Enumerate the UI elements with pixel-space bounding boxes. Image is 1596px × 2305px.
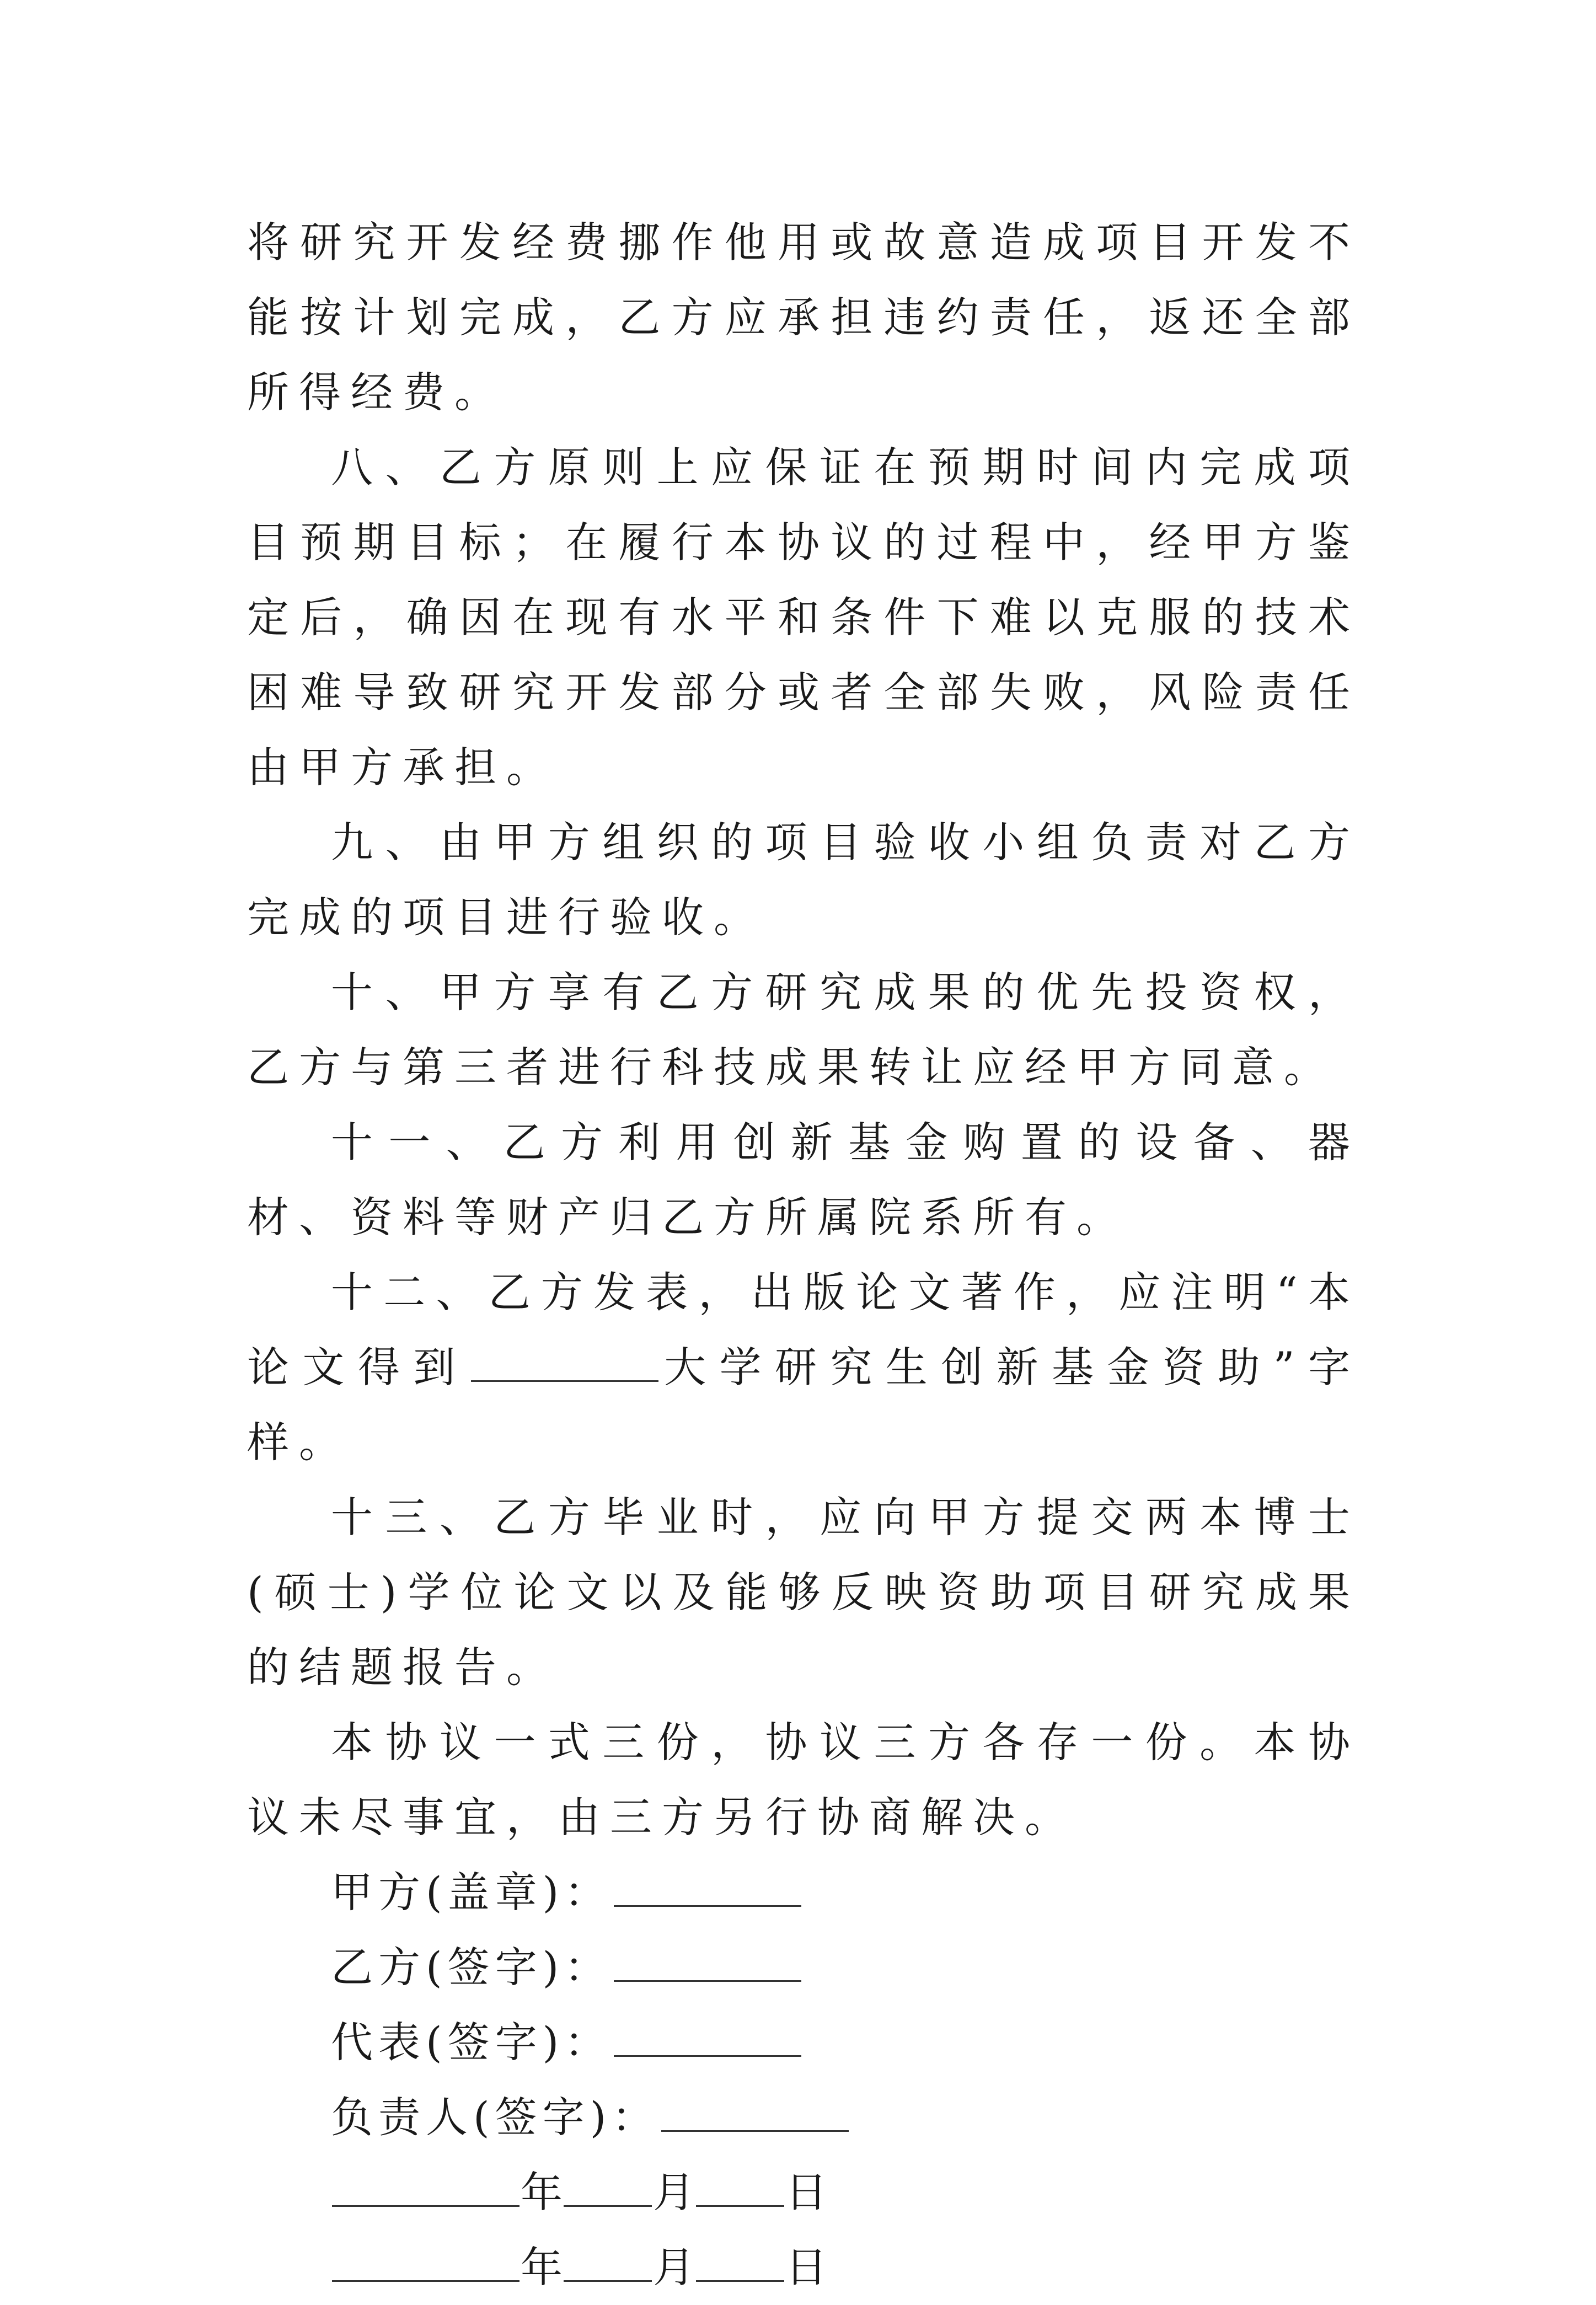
year-label: 年 xyxy=(521,2243,563,2292)
day-blank[interactable] xyxy=(696,2238,784,2282)
party-a-label: 甲方(盖章)： xyxy=(331,1868,612,1917)
year-blank[interactable] xyxy=(332,2163,519,2207)
clause-8: 八、乙方原则上应保证在预期时间内完成项目预期目标；在履行本协议的过程中，经甲方鉴定后，确因在现有水平和条件下难以克服的技术困难导致研究开发部分或者全部失败，风险责任由甲方承担。 xyxy=(247,443,1360,792)
signature-party-b xyxy=(247,1930,1360,2005)
clause-13: 十三、乙方毕业时，应向甲方提交两本博士(硕士)学位论文以及能够反映资助项目研究成果的结题报告。 xyxy=(247,1493,1360,1692)
year-label: 年 xyxy=(521,2168,563,2217)
clause-12-text-a: 十二、乙方发表，出版论文著作，应注明“本论文得到 xyxy=(247,1268,1360,1392)
closing-paragraph: 本协议一式三份，协议三方各存一份。本协议未尽事宜，由三方另行协商解决。 xyxy=(247,1718,1360,1842)
day-label: 日 xyxy=(785,2243,827,2292)
representative-signature-blank[interactable] xyxy=(614,2013,801,2057)
clause-7-continuation: 将研究开发经费挪作他用或故意造成项目开发不能按计划完成，乙方应承担违约责任，返还全部所得经费。 xyxy=(247,218,1360,417)
month-label: 月 xyxy=(653,2168,695,2217)
clause-12 xyxy=(247,1255,1360,1480)
signature-representative xyxy=(247,2005,1360,2080)
clause-10: 十、甲方享有乙方研究成果的优先投资权，乙方与第三者进行科技成果转让应经甲方同意。 xyxy=(247,968,1360,1092)
month-blank[interactable] xyxy=(564,2163,652,2207)
clause-11: 十一、乙方利用创新基金购置的设备、器材、资料等财产归乙方所属院系所有。 xyxy=(247,1118,1360,1242)
clause-9: 九、由甲方组织的项目验收小组负责对乙方完成的项目进行验收。 xyxy=(247,818,1360,942)
signature-person-in-charge xyxy=(247,2080,1360,2155)
signature-party-a xyxy=(247,1855,1360,1930)
party-a-seal-blank[interactable] xyxy=(614,1863,801,1907)
date-line-1 xyxy=(247,2155,1360,2230)
day-label: 日 xyxy=(785,2168,827,2217)
person-in-charge-signature-blank[interactable] xyxy=(661,2088,849,2132)
representative-label: 代表(签字)： xyxy=(331,2018,612,2067)
date-line-2 xyxy=(247,2230,1360,2305)
clause-12-text-b: 大学研究生创新基金资助”字样。 xyxy=(247,1343,1361,1467)
year-blank[interactable] xyxy=(332,2238,519,2282)
document-page xyxy=(247,205,1360,2305)
party-b-signature-blank[interactable] xyxy=(614,1938,801,1982)
university-name-blank[interactable] xyxy=(471,1338,658,1382)
month-label: 月 xyxy=(653,2243,695,2292)
person-in-charge-label: 负责人(签字)： xyxy=(331,2093,660,2142)
party-b-label: 乙方(签字)： xyxy=(331,1943,612,1992)
month-blank[interactable] xyxy=(564,2238,652,2282)
day-blank[interactable] xyxy=(696,2163,784,2207)
